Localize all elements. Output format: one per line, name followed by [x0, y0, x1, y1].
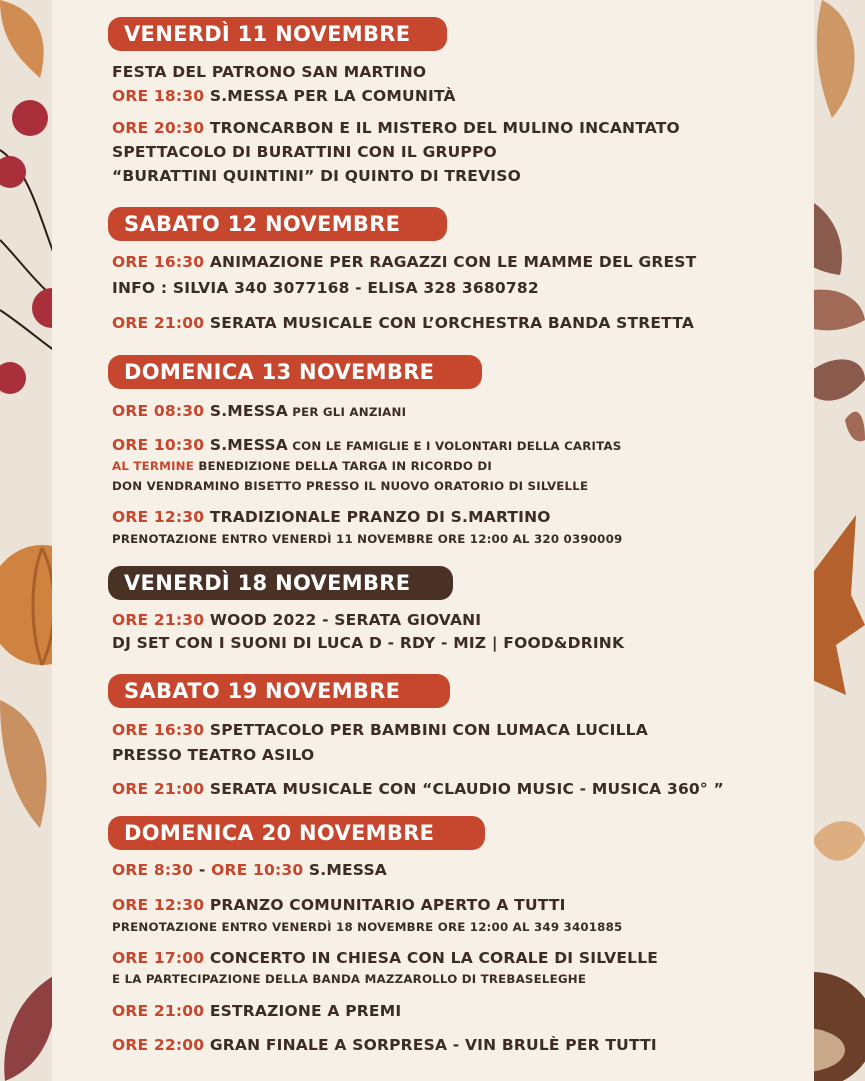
event-line: “BURATTINI QUINTINI” DI QUINTO DI TREVISO [112, 167, 521, 185]
day-header: SABATO 12 NOVEMBRE [108, 207, 447, 241]
day-header: SABATO 19 NOVEMBRE [108, 674, 450, 708]
event-time: ORE 12:30 [112, 508, 205, 526]
event-line: DJ SET CON I SUONI DI LUCA D - RDY - MIZ | FOOD&DRINK [112, 634, 625, 652]
event-time: ORE 21:00 [112, 314, 205, 332]
event-line: PRENOTAZIONE ENTRO VENERDÌ 11 NOVEMBRE ORE 12:00 AL 320 0390009 [112, 532, 623, 546]
event-time: ORE 8:30 [112, 861, 194, 879]
event-line: ORE 08:30 S.MESSA PER GLI ANZIANI [112, 402, 407, 420]
event-time: ORE 21:30 [112, 611, 205, 629]
autumn-leaf-icon [812, 0, 865, 120]
event-line: PRENOTAZIONE ENTRO VENERDÌ 18 NOVEMBRE ORE 12:00 AL 349 3401885 [112, 920, 623, 934]
event-time: ORE 10:30 [112, 436, 205, 454]
event-line: ORE 22:00 GRAN FINALE A SORPRESA - VIN BRULÈ PER TUTTI [112, 1036, 657, 1054]
event-line: ORE 18:30 S.MESSA PER LA COMUNITÀ [112, 87, 456, 105]
event-line: ORE 17:00 CONCERTO IN CHIESA CON LA CORALE DI SILVELLE [112, 949, 659, 967]
event-line: FESTA DEL PATRONO SAN MARTINO [112, 63, 427, 81]
day-header: VENERDÌ 11 NOVEMBRE [108, 17, 447, 51]
event-line: PRESSO TEATRO ASILO [112, 746, 315, 764]
day-header: DOMENICA 13 NOVEMBRE [108, 355, 482, 389]
event-time: ORE 08:30 [112, 402, 205, 420]
autumn-leaf-icon [812, 810, 865, 870]
event-line: ORE 10:30 S.MESSA CON LE FAMIGLIE E I VOLONTARI DELLA CARITAS [112, 436, 622, 454]
event-time: ORE 16:30 [112, 721, 205, 739]
event-line: ORE 12:30 TRADIZIONALE PRANZO DI S.MARTINO [112, 508, 551, 526]
autumn-leaf-icon [0, 975, 60, 1081]
event-line: ORE 20:30 TRONCARBON E IL MISTERO DEL MULINO INCANTATO [112, 119, 680, 137]
event-time: ORE 21:00 [112, 1002, 205, 1020]
event-line: INFO : SILVIA 340 3077168 - ELISA 328 3680782 [112, 279, 539, 297]
autumn-leaf-icon [0, 700, 55, 830]
event-line: ORE 16:30 SPETTACOLO PER BAMBINI CON LUMACA LUCILLA [112, 721, 648, 739]
event-time: ORE 10:30 [211, 861, 304, 879]
event-time: ORE 21:00 [112, 780, 205, 798]
event-time: ORE 18:30 [112, 87, 205, 105]
event-line: ORE 21:00 ESTRAZIONE A PREMI [112, 1002, 402, 1020]
day-header: VENERDÌ 18 NOVEMBRE [108, 566, 453, 600]
event-line: ORE 21:30 WOOD 2022 - SERATA GIOVANI [112, 611, 482, 629]
event-time: ORE 16:30 [112, 253, 205, 271]
event-line: AL TERMINE BENEDIZIONE DELLA TARGA IN RICORDO DI [112, 459, 493, 473]
event-time: ORE 17:00 [112, 949, 205, 967]
event-line: E LA PARTECIPAZIONE DELLA BANDA MAZZAROLLO DI TREBASELEGHE [112, 972, 587, 986]
day-header: DOMENICA 20 NOVEMBRE [108, 816, 485, 850]
event-line: ORE 12:30 PRANZO COMUNITARIO APERTO A TUTTI [112, 896, 566, 914]
event-line: SPETTACOLO DI BURATTINI CON IL GRUPPO [112, 143, 497, 161]
autumn-leaf-icon [0, 0, 50, 80]
event-line: ORE 16:30 ANIMAZIONE PER RAGAZZI CON LE MAMME DEL GREST [112, 253, 697, 271]
event-line: ORE 8:30 - ORE 10:30 S.MESSA [112, 861, 387, 879]
event-line: ORE 21:00 SERATA MUSICALE CON “CLAUDIO MUSIC - MUSICA 360° ” [112, 780, 724, 798]
event-time: ORE 20:30 [112, 119, 205, 137]
event-time: ORE 12:30 [112, 896, 205, 914]
event-line: DON VENDRAMINO BISETTO PRESSO IL NUOVO ORATORIO DI SILVELLE [112, 479, 589, 493]
event-line: ORE 21:00 SERATA MUSICALE CON L’ORCHESTRA BANDA STRETTA [112, 314, 695, 332]
event-time: ORE 22:00 [112, 1036, 205, 1054]
